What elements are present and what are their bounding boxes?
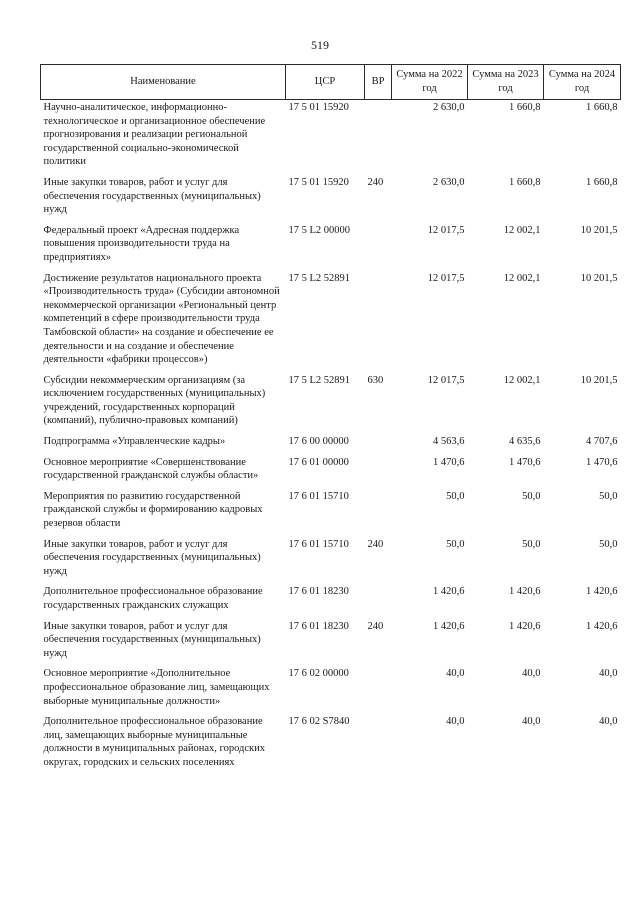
header-vr: ВР <box>365 65 392 100</box>
row-vr <box>365 489 392 537</box>
row-sum-2022: 1 420,6 <box>433 586 465 598</box>
table-row <box>41 714 621 775</box>
budget-table <box>40 64 621 776</box>
row-vr <box>365 223 392 271</box>
row-vr <box>365 100 392 175</box>
row-sum-2022: 1 470,6 <box>433 456 465 468</box>
header-sum-2022: Сумма на 2022 год <box>392 65 468 100</box>
row-name: Мероприятия по развитию государственной гражданской службы и формированию кадровых резервов области <box>43 490 263 530</box>
row-sum-2023: 1 420,6 <box>509 620 541 632</box>
table-row <box>41 434 621 455</box>
row-sum-2024: 10 201,5 <box>580 272 618 284</box>
row-name: Подпрограмма «Управленческие кадры» <box>43 436 226 448</box>
row-name: Субсидии некоммерческим организациям (за исключением государственных (муниципальных) учреждений, государственных корпораций (компаний), публично-правовых компаний) <box>43 374 266 427</box>
row-name: Основное мероприятие «Совершенствование государственной гражданской службы области» <box>43 456 259 482</box>
row-csr: 17 6 01 15710 <box>288 538 349 550</box>
row-csr: 17 5 L2 52891 <box>288 272 351 284</box>
row-csr: 17 5 L2 52891 <box>288 374 351 386</box>
row-sum-2024: 10 201,5 <box>580 374 618 386</box>
row-sum-2023: 40,0 <box>522 668 541 680</box>
row-sum-2024: 1 660,8 <box>586 102 618 113</box>
row-sum-2023: 12 002,1 <box>503 224 541 236</box>
row-sum-2024: 10 201,5 <box>580 224 618 236</box>
row-vr: 240 <box>367 538 384 550</box>
row-sum-2022: 40,0 <box>446 668 465 680</box>
page-number: 519 <box>311 38 329 52</box>
row-sum-2024: 1 470,6 <box>586 456 618 468</box>
row-sum-2022: 50,0 <box>446 490 465 502</box>
row-name: Дополнительное профессиональное образование государственных гражданских служащих <box>43 586 263 611</box>
row-sum-2024: 1 660,8 <box>586 176 618 188</box>
row-sum-2024: 40,0 <box>599 716 618 728</box>
row-sum-2023: 12 002,1 <box>503 374 541 386</box>
row-name: Достижение результатов национального проекта «Производительность труда» (Субсидии автономной некоммерческой организации «Региональный центр компетенций в сфере производительности труда Тамбовской области» на создание и обеспечение ее деятельности и на создание и обеспечение деятельности «фабрики процессов») <box>43 272 280 366</box>
row-csr: 17 6 00 00000 <box>288 436 349 448</box>
table-row <box>41 175 621 223</box>
row-vr <box>365 714 392 775</box>
row-sum-2023: 1 470,6 <box>509 456 541 468</box>
row-sum-2024: 50,0 <box>599 538 618 550</box>
table-row <box>41 271 621 373</box>
row-sum-2022: 50,0 <box>446 538 465 550</box>
row-vr <box>365 271 392 373</box>
row-vr <box>365 584 392 618</box>
table-row <box>41 223 621 271</box>
row-csr: 17 6 02 00000 <box>288 668 349 680</box>
row-vr: 240 <box>367 176 384 188</box>
row-csr: 17 5 L2 00000 <box>288 224 351 236</box>
row-sum-2024: 4 707,6 <box>586 436 618 448</box>
row-sum-2023: 1 660,8 <box>509 102 541 113</box>
table-row <box>41 373 621 434</box>
table-row <box>41 455 621 489</box>
header-row <box>41 65 621 100</box>
row-sum-2023: 50,0 <box>522 490 541 502</box>
row-sum-2024: 50,0 <box>599 490 618 502</box>
header-name: Наименование <box>41 65 286 100</box>
table-row <box>41 100 621 175</box>
table-row <box>41 666 621 714</box>
row-sum-2024: 1 420,6 <box>586 586 618 598</box>
header-sum-2024: Сумма на 2024 год <box>544 65 621 100</box>
row-csr: 17 6 02 S7840 <box>288 716 350 728</box>
row-vr: 630 <box>367 374 384 386</box>
row-sum-2023: 40,0 <box>522 716 541 728</box>
row-name: Научно-аналитическое, информационно-технологическое и организационное обеспечение прогнозирования и реализации региональной государственной социально-экономической политики <box>43 102 266 168</box>
header-sum-2023: Сумма на 2023 год <box>468 65 544 100</box>
row-csr: 17 5 01 15920 <box>288 102 349 113</box>
row-sum-2023: 1 420,6 <box>509 586 541 598</box>
row-sum-2023: 1 660,8 <box>509 176 541 188</box>
row-vr: 240 <box>367 620 384 632</box>
table-row <box>41 584 621 618</box>
row-sum-2024: 1 420,6 <box>586 620 618 632</box>
row-sum-2024: 40,0 <box>599 668 618 680</box>
row-csr: 17 6 01 18230 <box>288 620 349 632</box>
row-sum-2023: 4 635,6 <box>509 436 541 448</box>
row-vr <box>365 455 392 489</box>
row-name: Иные закупки товаров, работ и услуг для обеспечения государственных (муниципальных) нужд <box>43 176 261 216</box>
table-row <box>41 619 621 667</box>
row-sum-2022: 12 017,5 <box>427 374 465 386</box>
row-name: Иные закупки товаров, работ и услуг для обеспечения государственных (муниципальных) нужд <box>43 620 261 659</box>
row-csr: 17 5 01 15920 <box>288 176 349 188</box>
row-vr <box>365 434 392 455</box>
row-name: Дополнительное профессиональное образование лиц, замещающих выборные муниципальные должности в муниципальных районах, городских округах, городских и сельских поселениях <box>43 716 265 768</box>
row-sum-2022: 12 017,5 <box>427 224 465 236</box>
row-sum-2022: 40,0 <box>446 716 465 728</box>
row-csr: 17 6 01 18230 <box>288 586 349 598</box>
table-row <box>41 537 621 585</box>
row-csr: 17 6 01 00000 <box>288 456 349 468</box>
row-csr: 17 6 01 15710 <box>288 490 349 502</box>
row-vr <box>365 666 392 714</box>
row-name: Федеральный проект «Адресная поддержка повышения производительности труда на предприятиях» <box>43 224 240 263</box>
row-sum-2022: 1 420,6 <box>433 620 465 632</box>
row-name: Иные закупки товаров, работ и услуг для обеспечения государственных (муниципальных) нужд <box>43 538 261 577</box>
table-row <box>41 489 621 537</box>
row-sum-2023: 12 002,1 <box>503 272 541 284</box>
row-sum-2023: 50,0 <box>522 538 541 550</box>
row-sum-2022: 12 017,5 <box>427 272 465 284</box>
row-sum-2022: 4 563,6 <box>433 436 465 448</box>
row-sum-2022: 2 630,0 <box>433 102 465 113</box>
row-sum-2022: 2 630,0 <box>433 176 465 188</box>
row-name: Основное мероприятие «Дополнительное профессиональное образование лиц, замещающих выборные муниципальные должности» <box>43 668 270 707</box>
header-csr: ЦСР <box>286 65 365 100</box>
